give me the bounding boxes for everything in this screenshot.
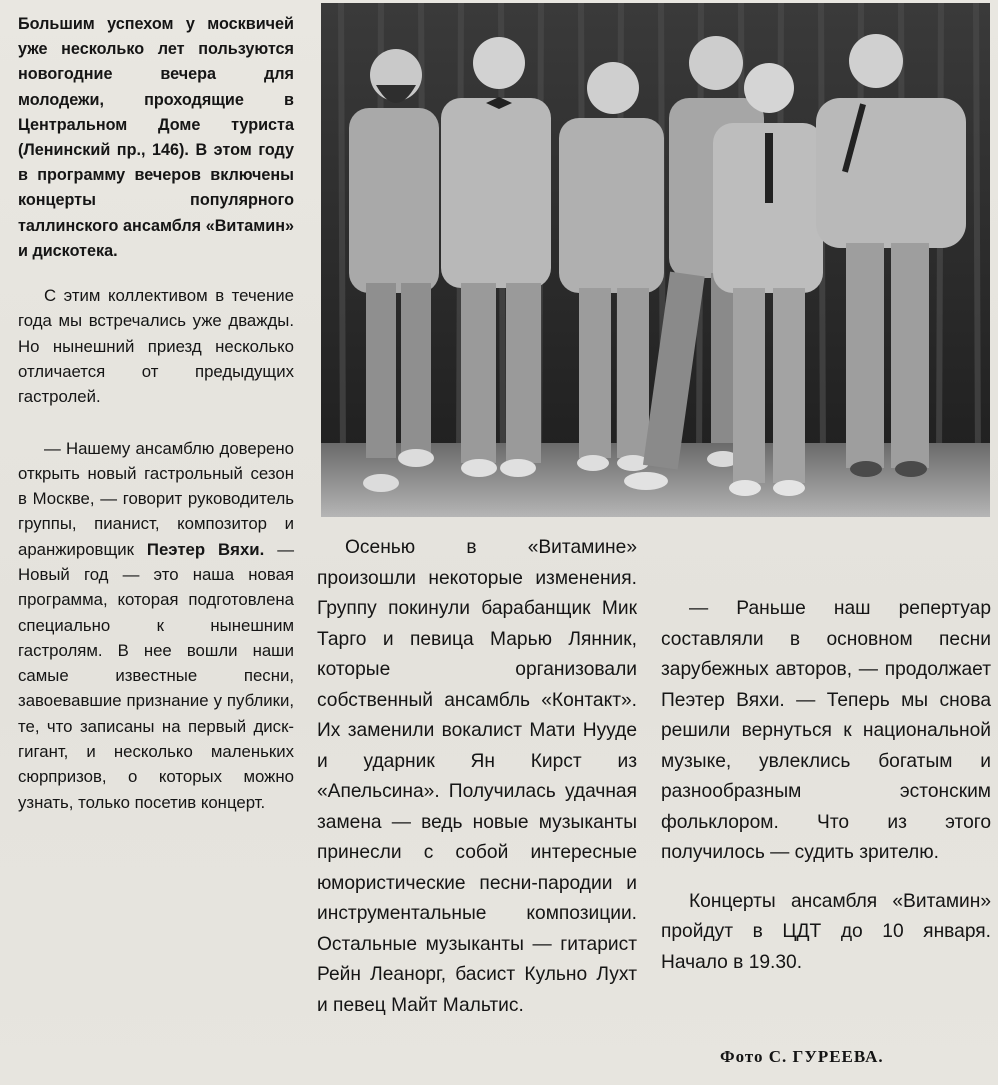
band-photo — [321, 3, 990, 517]
paragraph-concert-dates: Концерты ансамбля «Витамин» пройдут в ЦДТ до 10 января. Начало в 19.30. — [661, 890, 991, 973]
paragraph-collective: С этим коллективом в течение года мы встречались уже дважды. Но нынешний приезд несколько отличается от предыдущих гастролей. — [18, 286, 294, 407]
quote-text-start: — Нашему ансамблю доверено открыть новый гастрольный сезон в Москве, — говорит руководитель группы, пианист, композитор и аранжировщик — [18, 438, 294, 559]
quote-text-end: — Новый год — это наша новая программа, которая подготовлена специально к нынешним гастролям. В нее вошли наши самые известные песни, завоевавшие признание у публики, те, что записаны на первый диск-гигант, и несколько маленьких сюрпризов, о которых можно узнать, только посетив концерт. — [18, 539, 294, 812]
leader-name: Пеэтер Вяхи. — [146, 539, 265, 559]
paragraph-changes: Осенью в «Витамине» произошли некоторые изменения. Группу покинули барабанщик Мик Тарго и певица Марью Лянник, которые организовали собственный ансамбль «Контакт». Их заменили вокалист Мати Нууде и ударник Ян Кирст из «Апельсина». Получилась удачная замена — ведь новые музыканты принесли с собой интересные юмористические песни-пародии и инструментальные композиции. Остальные музыканты — гитарист Рейн Леанорг, басист Кульно Лухт и певец Майт Мальтис. — [317, 537, 637, 1016]
right-column — [661, 533, 991, 978]
left-column — [18, 12, 294, 815]
lead-paragraph: Большим успехом у москвичей уже несколько лет пользуются новогодние вечера для молодежи, проходящие в Центральном Доме туриста (Ленинский пр., 146). В этом году в программу вечеров включены концерты популярного таллинского ансамбля «Витамин» и дискотека. — [18, 15, 294, 260]
paragraph-repertoire: — Раньше наш репертуар составляли в основном песни зарубежных авторов, — продолжает Пеэтер Вяхи. — Теперь мы снова решили вернуться к национальной музыке, увлеклись богатым и разнообразным эстонским фольклором. Что из этого получилось — судить зрителю. — [661, 598, 991, 863]
middle-column — [317, 533, 637, 1021]
photo-credit: Фото С. ГУРЕЕВА. — [720, 1047, 884, 1066]
paragraph-quote — [18, 436, 294, 815]
